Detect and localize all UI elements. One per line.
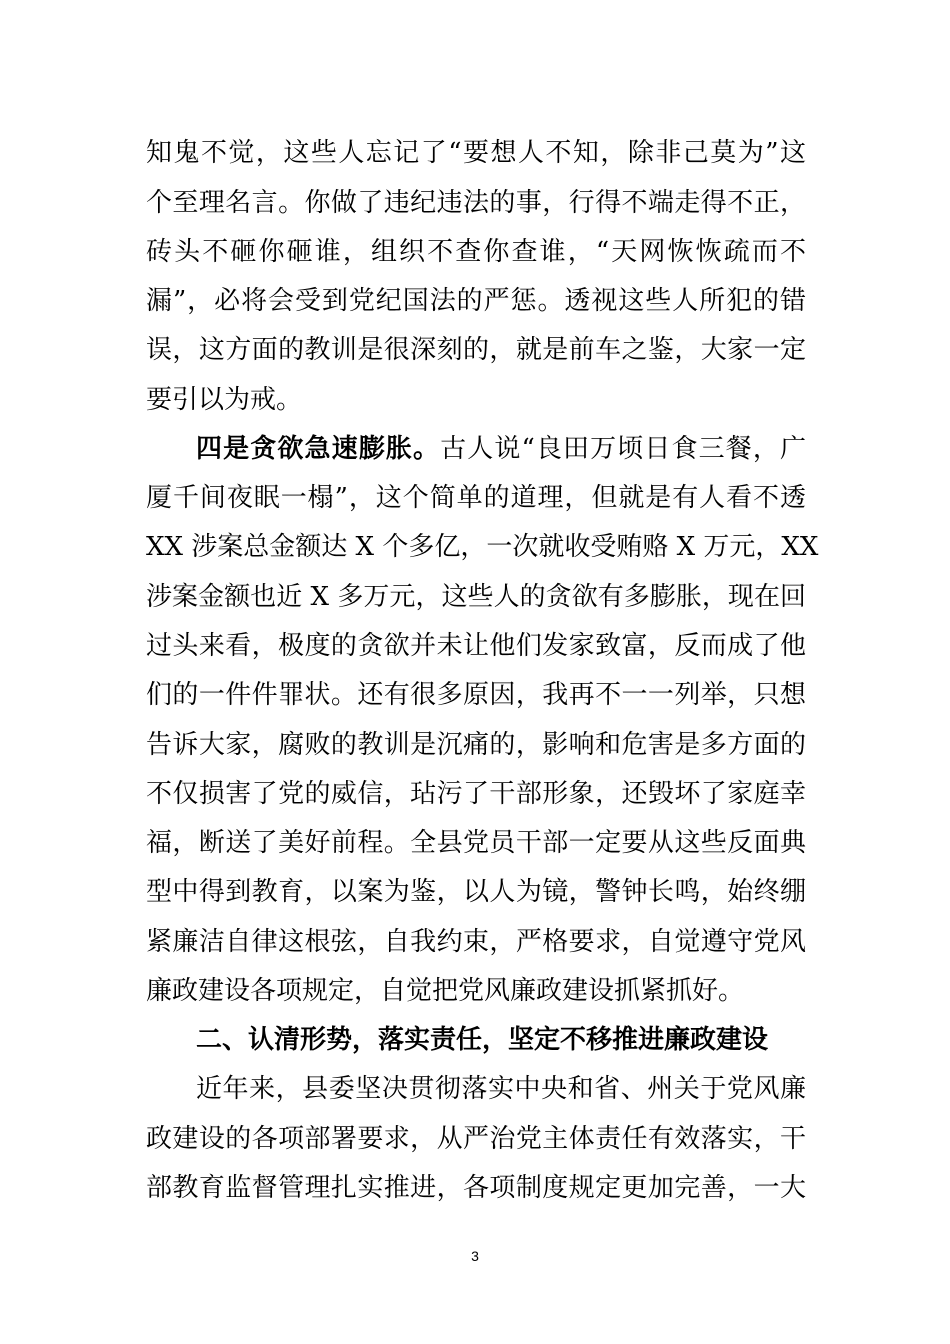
body-text-line: 型中得到教育，以案为鉴，以人为镜，警钟长鸣，始终绷 [146, 877, 806, 907]
body-text-line: 们的一件件罪状。还有很多原因，我再不一一列举，只想 [146, 680, 806, 710]
paragraph-first-line-text: 古人说“良田万顷日食三餐，广 [440, 434, 806, 464]
body-text-line: 紧廉洁自律这根弦，自我约束，严格要求，自觉遵守党风 [146, 927, 806, 957]
body-text-line: 告诉大家，腐败的教训是沉痛的，影响和危害是多方面的 [146, 730, 806, 760]
paragraph-first-line [196, 433, 806, 465]
body-text-line: XX 涉案总金额达 X 个多亿，一次就收受贿赂 X 万元，XX [146, 532, 819, 562]
body-text-line: 砖头不砸你砸谁，组织不查你查谁，“天网恢恢疏而不 [146, 237, 806, 267]
paragraph-lead-phrase: 四是贪欲急速膨胀。 [196, 434, 441, 464]
body-text-line: 个至理名言。你做了违纪违法的事，行得不端走得不正， [146, 188, 806, 218]
body-text-line: 误，这方面的教训是很深刻的，就是前车之鉴，大家一定 [146, 335, 806, 365]
body-text-line: 廉政建设各项规定，自觉把党风廉政建设抓紧抓好。 [146, 976, 745, 1006]
body-text-line: 厦千间夜眠一榻”，这个简单的道理，但就是有人看不透 [146, 483, 806, 513]
body-text-line: 知鬼不觉，这些人忘记了“要想人不知，除非己莫为”这 [146, 138, 806, 168]
paragraph-first-line: 近年来，县委坚决贯彻落实中央和省、州关于党风廉 [196, 1074, 806, 1104]
body-text-line: 涉案金额也近 X 多万元，这些人的贪欲有多膨胀，现在回 [146, 582, 806, 612]
body-text-line: 漏”，必将会受到党纪国法的严惩。透视这些人所犯的错 [146, 286, 806, 316]
section-heading: 二、认清形势，落实责任，坚定不移推进廉政建设 [196, 1025, 769, 1055]
body-text-line: 部教育监督管理扎实推进，各项制度规定更加完善，一大 [146, 1173, 806, 1203]
body-text-line: 要引以为戒。 [146, 385, 303, 415]
page-number: 3 [471, 1248, 479, 1264]
body-text-line: 政建设的各项部署要求，从严治党主体责任有效落实，干 [146, 1124, 806, 1154]
body-text-line: 不仅损害了党的威信，玷污了干部形象，还毁坏了家庭幸 [146, 779, 806, 809]
body-text-line: 福，断送了美好前程。全县党员干部一定要从这些反面典 [146, 828, 806, 858]
body-text-line: 过头来看，极度的贪欲并未让他们发家致富，反而成了他 [146, 631, 806, 661]
